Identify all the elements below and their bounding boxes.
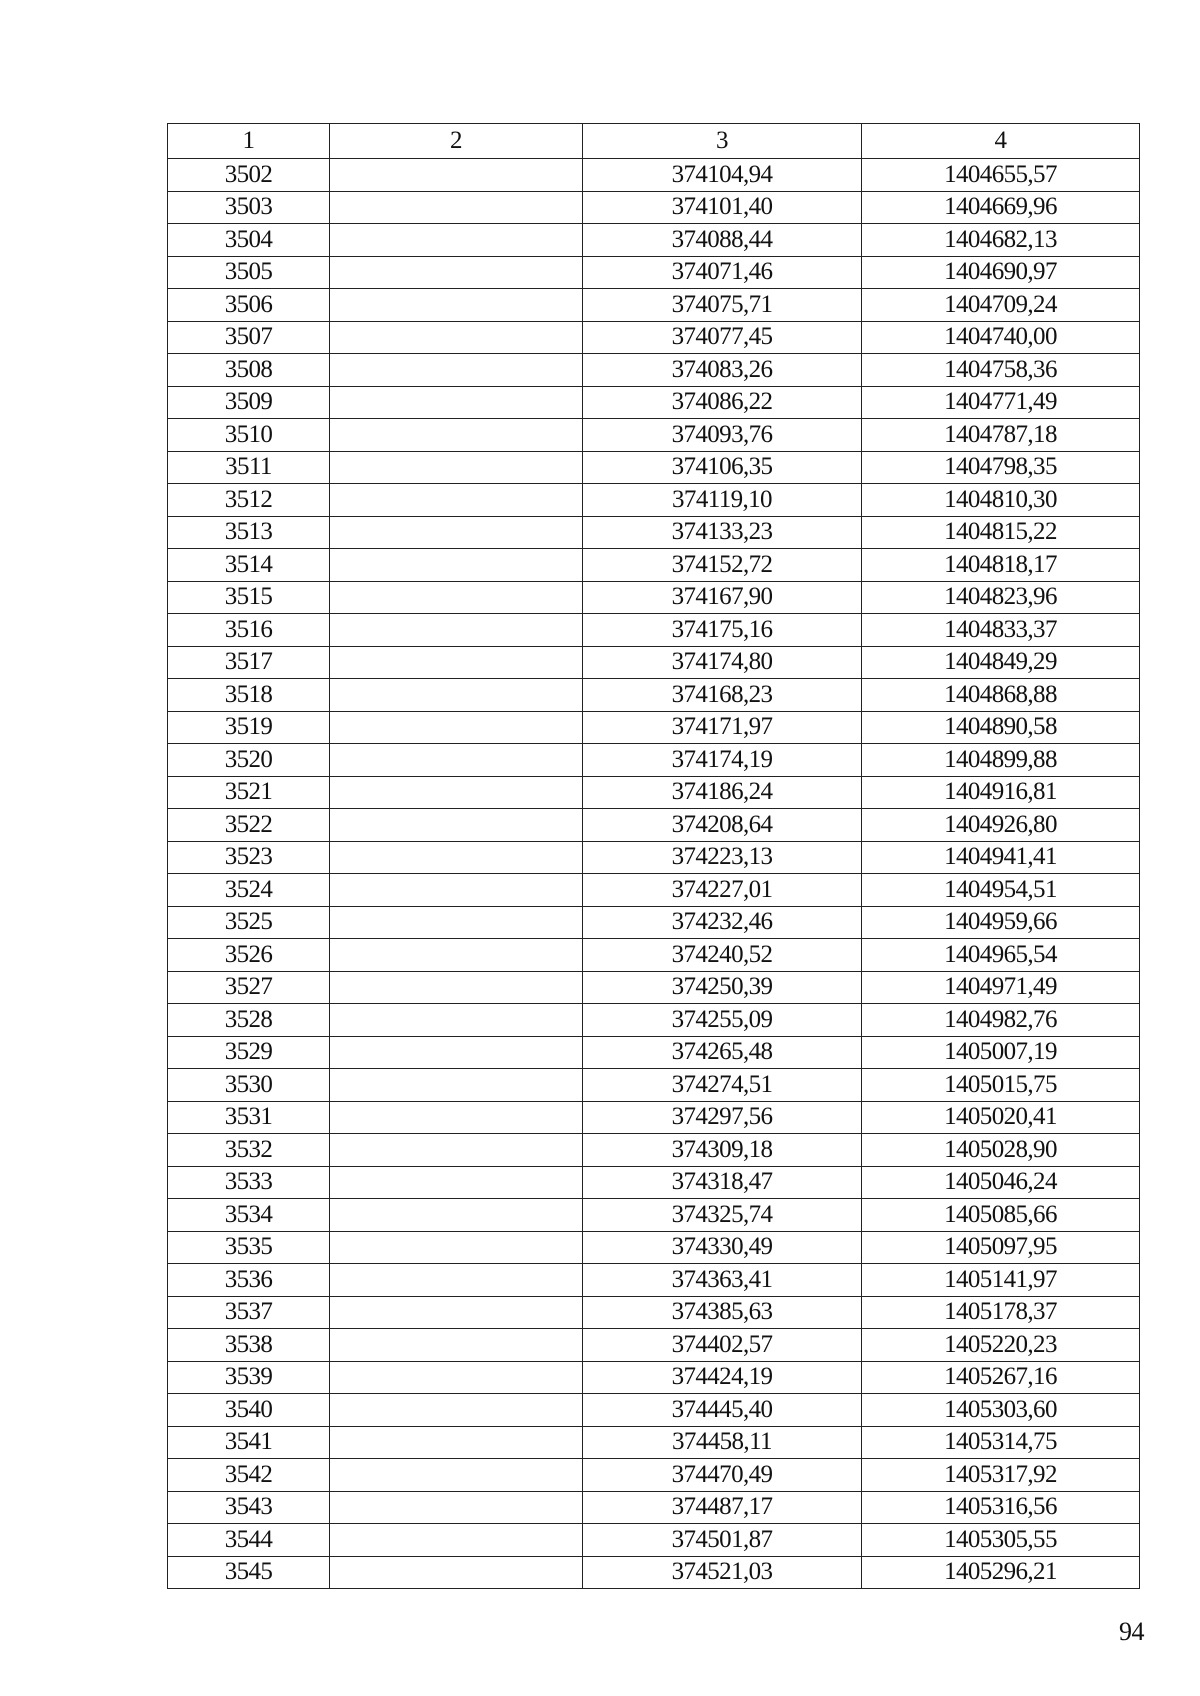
y-coordinate-cell: 1405267,16 xyxy=(862,1361,1140,1394)
description-cell xyxy=(330,776,583,809)
description-cell xyxy=(330,1361,583,1394)
y-coordinate-cell: 1404669,96 xyxy=(862,191,1140,224)
y-coordinate-cell: 1405314,75 xyxy=(862,1426,1140,1459)
description-cell xyxy=(330,971,583,1004)
table-row xyxy=(168,1199,1140,1232)
point-number-cell: 3517 xyxy=(168,646,330,679)
table-row xyxy=(168,939,1140,972)
description-cell xyxy=(330,874,583,907)
point-number-cell: 3505 xyxy=(168,256,330,289)
point-number-cell: 3521 xyxy=(168,776,330,809)
point-number-cell: 3535 xyxy=(168,1231,330,1264)
y-coordinate-cell: 1405178,37 xyxy=(862,1296,1140,1329)
point-number-cell: 3539 xyxy=(168,1361,330,1394)
x-coordinate-cell: 374174,19 xyxy=(583,744,862,777)
header-row xyxy=(168,124,1140,159)
x-coordinate-cell: 374171,97 xyxy=(583,711,862,744)
x-coordinate-cell: 374470,49 xyxy=(583,1459,862,1492)
description-cell xyxy=(330,1459,583,1492)
table-row xyxy=(168,1459,1140,1492)
y-coordinate-cell: 1404787,18 xyxy=(862,419,1140,452)
table-row xyxy=(168,1166,1140,1199)
y-coordinate-cell: 1405141,97 xyxy=(862,1264,1140,1297)
x-coordinate-cell: 374106,35 xyxy=(583,451,862,484)
description-cell xyxy=(330,1134,583,1167)
description-cell xyxy=(330,549,583,582)
description-cell xyxy=(330,256,583,289)
y-coordinate-cell: 1404771,49 xyxy=(862,386,1140,419)
y-coordinate-cell: 1404954,51 xyxy=(862,874,1140,907)
header-cell-col-4: 4 xyxy=(862,124,1140,159)
y-coordinate-cell: 1404965,54 xyxy=(862,939,1140,972)
y-coordinate-cell: 1404941,41 xyxy=(862,841,1140,874)
table-row xyxy=(168,516,1140,549)
x-coordinate-cell: 374208,64 xyxy=(583,809,862,842)
x-coordinate-cell: 374325,74 xyxy=(583,1199,862,1232)
point-number-cell: 3538 xyxy=(168,1329,330,1362)
point-number-cell: 3516 xyxy=(168,614,330,647)
table-row xyxy=(168,776,1140,809)
description-cell xyxy=(330,1264,583,1297)
point-number-cell: 3531 xyxy=(168,1101,330,1134)
point-number-cell: 3536 xyxy=(168,1264,330,1297)
table-row xyxy=(168,224,1140,257)
y-coordinate-cell: 1405317,92 xyxy=(862,1459,1140,1492)
y-coordinate-cell: 1405085,66 xyxy=(862,1199,1140,1232)
table-header xyxy=(168,124,1140,159)
x-coordinate-cell: 374240,52 xyxy=(583,939,862,972)
table-row xyxy=(168,1394,1140,1427)
table-row xyxy=(168,419,1140,452)
table-row xyxy=(168,711,1140,744)
x-coordinate-cell: 374255,09 xyxy=(583,1004,862,1037)
x-coordinate-cell: 374152,72 xyxy=(583,549,862,582)
y-coordinate-cell: 1404833,37 xyxy=(862,614,1140,647)
y-coordinate-cell: 1404899,88 xyxy=(862,744,1140,777)
point-number-cell: 3527 xyxy=(168,971,330,1004)
description-cell xyxy=(330,744,583,777)
point-number-cell: 3543 xyxy=(168,1491,330,1524)
y-coordinate-cell: 1405028,90 xyxy=(862,1134,1140,1167)
table-row xyxy=(168,906,1140,939)
description-cell xyxy=(330,1166,583,1199)
point-number-cell: 3541 xyxy=(168,1426,330,1459)
description-cell xyxy=(330,1329,583,1362)
description-cell xyxy=(330,1069,583,1102)
x-coordinate-cell: 374167,90 xyxy=(583,581,862,614)
description-cell xyxy=(330,386,583,419)
description-cell xyxy=(330,711,583,744)
description-cell xyxy=(330,1231,583,1264)
y-coordinate-cell: 1404823,96 xyxy=(862,581,1140,614)
table-row xyxy=(168,256,1140,289)
point-number-cell: 3513 xyxy=(168,516,330,549)
point-number-cell: 3523 xyxy=(168,841,330,874)
point-number-cell: 3526 xyxy=(168,939,330,972)
description-cell xyxy=(330,1394,583,1427)
point-number-cell: 3528 xyxy=(168,1004,330,1037)
description-cell xyxy=(330,289,583,322)
point-number-cell: 3507 xyxy=(168,321,330,354)
table-row xyxy=(168,1069,1140,1102)
description-cell xyxy=(330,679,583,712)
description-cell xyxy=(330,1426,583,1459)
description-cell xyxy=(330,1524,583,1557)
y-coordinate-cell: 1405303,60 xyxy=(862,1394,1140,1427)
point-number-cell: 3510 xyxy=(168,419,330,452)
point-number-cell: 3525 xyxy=(168,906,330,939)
x-coordinate-cell: 374521,03 xyxy=(583,1556,862,1589)
y-coordinate-cell: 1404926,80 xyxy=(862,809,1140,842)
y-coordinate-cell: 1404709,24 xyxy=(862,289,1140,322)
y-coordinate-cell: 1404740,00 xyxy=(862,321,1140,354)
table-row xyxy=(168,1101,1140,1134)
x-coordinate-cell: 374501,87 xyxy=(583,1524,862,1557)
y-coordinate-cell: 1405007,19 xyxy=(862,1036,1140,1069)
description-cell xyxy=(330,1199,583,1232)
x-coordinate-cell: 374318,47 xyxy=(583,1166,862,1199)
table-row xyxy=(168,354,1140,387)
x-coordinate-cell: 374458,11 xyxy=(583,1426,862,1459)
x-coordinate-cell: 374071,46 xyxy=(583,256,862,289)
table-row xyxy=(168,1231,1140,1264)
x-coordinate-cell: 374250,39 xyxy=(583,971,862,1004)
table-row xyxy=(168,1036,1140,1069)
description-cell xyxy=(330,1556,583,1589)
description-cell xyxy=(330,1101,583,1134)
table-row xyxy=(168,484,1140,517)
point-number-cell: 3524 xyxy=(168,874,330,907)
table-row xyxy=(168,159,1140,192)
y-coordinate-cell: 1404818,17 xyxy=(862,549,1140,582)
x-coordinate-cell: 374363,41 xyxy=(583,1264,862,1297)
table-row xyxy=(168,321,1140,354)
x-coordinate-cell: 374330,49 xyxy=(583,1231,862,1264)
y-coordinate-cell: 1404655,57 xyxy=(862,159,1140,192)
y-coordinate-cell: 1404810,30 xyxy=(862,484,1140,517)
table-row xyxy=(168,1491,1140,1524)
point-number-cell: 3509 xyxy=(168,386,330,419)
x-coordinate-cell: 374086,22 xyxy=(583,386,862,419)
x-coordinate-cell: 374093,76 xyxy=(583,419,862,452)
table-row xyxy=(168,1556,1140,1589)
description-cell xyxy=(330,809,583,842)
description-cell xyxy=(330,224,583,257)
point-number-cell: 3529 xyxy=(168,1036,330,1069)
description-cell xyxy=(330,906,583,939)
y-coordinate-cell: 1405046,24 xyxy=(862,1166,1140,1199)
x-coordinate-cell: 374088,44 xyxy=(583,224,862,257)
y-coordinate-cell: 1404916,81 xyxy=(862,776,1140,809)
table-row xyxy=(168,191,1140,224)
table-row xyxy=(168,646,1140,679)
point-number-cell: 3512 xyxy=(168,484,330,517)
header-cell-col-2: 2 xyxy=(330,124,583,159)
x-coordinate-cell: 374227,01 xyxy=(583,874,862,907)
x-coordinate-cell: 374133,23 xyxy=(583,516,862,549)
y-coordinate-cell: 1404971,49 xyxy=(862,971,1140,1004)
description-cell xyxy=(330,159,583,192)
page-number: 94 xyxy=(1119,1617,1144,1646)
y-coordinate-cell: 1404959,66 xyxy=(862,906,1140,939)
description-cell xyxy=(330,581,583,614)
table-row xyxy=(168,874,1140,907)
table-row xyxy=(168,549,1140,582)
point-number-cell: 3508 xyxy=(168,354,330,387)
description-cell xyxy=(330,451,583,484)
y-coordinate-cell: 1404758,36 xyxy=(862,354,1140,387)
table-row xyxy=(168,744,1140,777)
x-coordinate-cell: 374168,23 xyxy=(583,679,862,712)
y-coordinate-cell: 1405020,41 xyxy=(862,1101,1140,1134)
header-cell-col-3: 3 xyxy=(583,124,862,159)
x-coordinate-cell: 374309,18 xyxy=(583,1134,862,1167)
table-row xyxy=(168,971,1140,1004)
description-cell xyxy=(330,1296,583,1329)
table-row xyxy=(168,841,1140,874)
x-coordinate-cell: 374101,40 xyxy=(583,191,862,224)
description-cell xyxy=(330,1036,583,1069)
description-cell xyxy=(330,321,583,354)
x-coordinate-cell: 374104,94 xyxy=(583,159,862,192)
x-coordinate-cell: 374385,63 xyxy=(583,1296,862,1329)
y-coordinate-cell: 1405097,95 xyxy=(862,1231,1140,1264)
x-coordinate-cell: 374075,71 xyxy=(583,289,862,322)
x-coordinate-cell: 374186,24 xyxy=(583,776,862,809)
description-cell xyxy=(330,191,583,224)
y-coordinate-cell: 1404690,97 xyxy=(862,256,1140,289)
point-number-cell: 3514 xyxy=(168,549,330,582)
table-row xyxy=(168,1004,1140,1037)
point-number-cell: 3544 xyxy=(168,1524,330,1557)
x-coordinate-cell: 374274,51 xyxy=(583,1069,862,1102)
table-row xyxy=(168,581,1140,614)
description-cell xyxy=(330,516,583,549)
point-number-cell: 3511 xyxy=(168,451,330,484)
table-row xyxy=(168,451,1140,484)
point-number-cell: 3537 xyxy=(168,1296,330,1329)
x-coordinate-cell: 374424,19 xyxy=(583,1361,862,1394)
x-coordinate-cell: 374077,45 xyxy=(583,321,862,354)
x-coordinate-cell: 374174,80 xyxy=(583,646,862,679)
point-number-cell: 3504 xyxy=(168,224,330,257)
y-coordinate-cell: 1405015,75 xyxy=(862,1069,1140,1102)
x-coordinate-cell: 374445,40 xyxy=(583,1394,862,1427)
point-number-cell: 3530 xyxy=(168,1069,330,1102)
point-number-cell: 3519 xyxy=(168,711,330,744)
table-row xyxy=(168,386,1140,419)
description-cell xyxy=(330,1491,583,1524)
point-number-cell: 3506 xyxy=(168,289,330,322)
table-row xyxy=(168,1296,1140,1329)
point-number-cell: 3502 xyxy=(168,159,330,192)
description-cell xyxy=(330,354,583,387)
table-row xyxy=(168,614,1140,647)
point-number-cell: 3515 xyxy=(168,581,330,614)
x-coordinate-cell: 374119,10 xyxy=(583,484,862,517)
y-coordinate-cell: 1405316,56 xyxy=(862,1491,1140,1524)
point-number-cell: 3522 xyxy=(168,809,330,842)
description-cell xyxy=(330,1004,583,1037)
x-coordinate-cell: 374265,48 xyxy=(583,1036,862,1069)
y-coordinate-cell: 1404815,22 xyxy=(862,516,1140,549)
y-coordinate-cell: 1404849,29 xyxy=(862,646,1140,679)
x-coordinate-cell: 374232,46 xyxy=(583,906,862,939)
y-coordinate-cell: 1404868,88 xyxy=(862,679,1140,712)
description-cell xyxy=(330,939,583,972)
table-row xyxy=(168,679,1140,712)
table-row xyxy=(168,1329,1140,1362)
header-cell-col-1: 1 xyxy=(168,124,330,159)
coordinates-table xyxy=(167,123,1140,1589)
point-number-cell: 3533 xyxy=(168,1166,330,1199)
description-cell xyxy=(330,484,583,517)
point-number-cell: 3532 xyxy=(168,1134,330,1167)
table-row xyxy=(168,1361,1140,1394)
table-row xyxy=(168,1524,1140,1557)
y-coordinate-cell: 1405296,21 xyxy=(862,1556,1140,1589)
table-row xyxy=(168,1264,1140,1297)
x-coordinate-cell: 374487,17 xyxy=(583,1491,862,1524)
description-cell xyxy=(330,614,583,647)
point-number-cell: 3545 xyxy=(168,1556,330,1589)
x-coordinate-cell: 374083,26 xyxy=(583,354,862,387)
table-row xyxy=(168,1426,1140,1459)
description-cell xyxy=(330,646,583,679)
table-body xyxy=(168,159,1140,1589)
table-row xyxy=(168,809,1140,842)
x-coordinate-cell: 374223,13 xyxy=(583,841,862,874)
x-coordinate-cell: 374175,16 xyxy=(583,614,862,647)
description-cell xyxy=(330,841,583,874)
y-coordinate-cell: 1404798,35 xyxy=(862,451,1140,484)
table-row xyxy=(168,1134,1140,1167)
point-number-cell: 3540 xyxy=(168,1394,330,1427)
description-cell xyxy=(330,419,583,452)
y-coordinate-cell: 1404982,76 xyxy=(862,1004,1140,1037)
point-number-cell: 3518 xyxy=(168,679,330,712)
x-coordinate-cell: 374297,56 xyxy=(583,1101,862,1134)
y-coordinate-cell: 1404682,13 xyxy=(862,224,1140,257)
y-coordinate-cell: 1405305,55 xyxy=(862,1524,1140,1557)
y-coordinate-cell: 1405220,23 xyxy=(862,1329,1140,1362)
point-number-cell: 3520 xyxy=(168,744,330,777)
point-number-cell: 3503 xyxy=(168,191,330,224)
y-coordinate-cell: 1404890,58 xyxy=(862,711,1140,744)
table-row xyxy=(168,289,1140,322)
x-coordinate-cell: 374402,57 xyxy=(583,1329,862,1362)
point-number-cell: 3534 xyxy=(168,1199,330,1232)
point-number-cell: 3542 xyxy=(168,1459,330,1492)
